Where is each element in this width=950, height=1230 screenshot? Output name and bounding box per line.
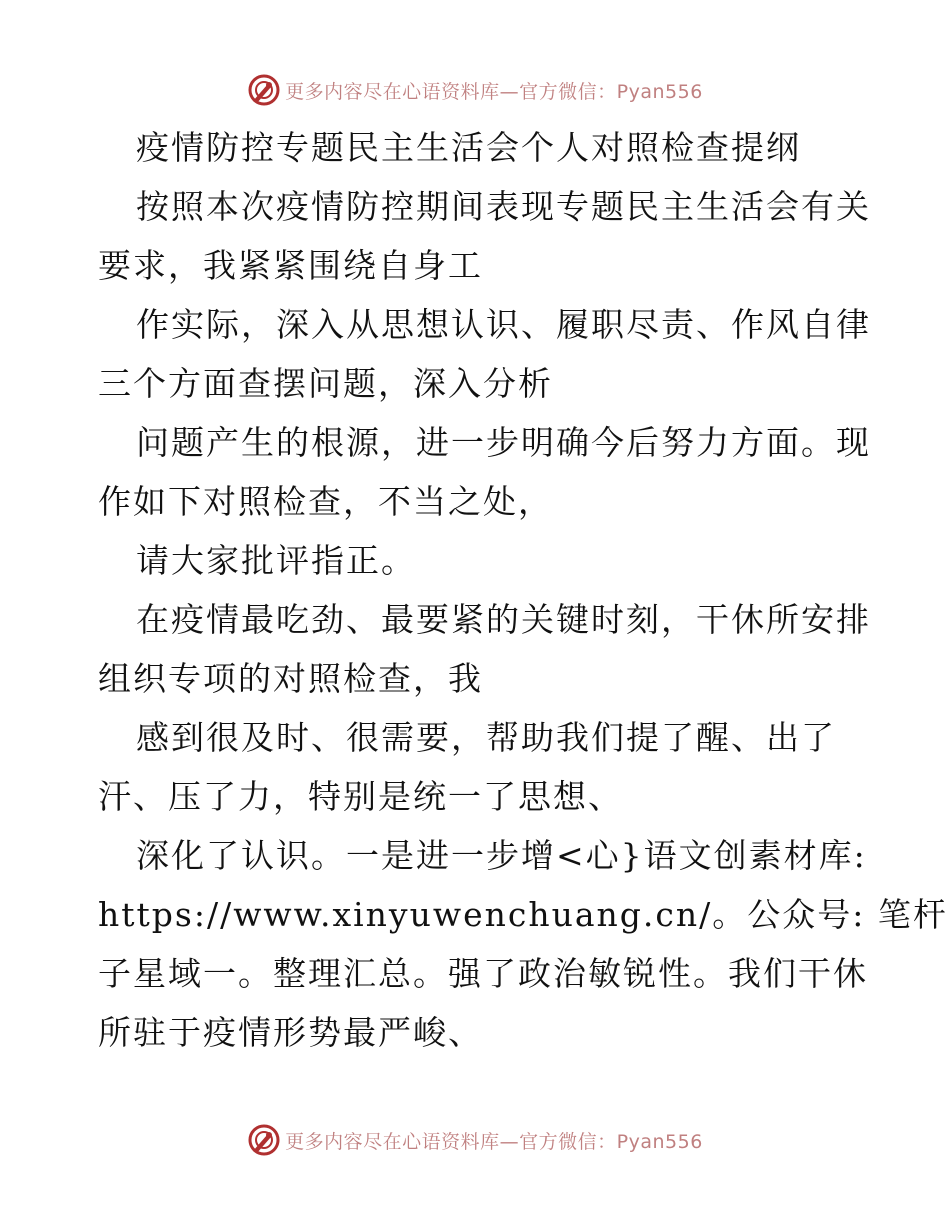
doc-line: https://www.xinyuwenchuang.cn/。公众号: 笔杆 [98,895,948,934]
doc-line: 子星域一。整理汇总。强了政治敏锐性。我们干休 [98,954,868,993]
doc-line: 按照本次疫情防控期间表现专题民主生活会有关 [136,187,871,226]
footer-wechat-id: Pyan556 [616,1130,703,1153]
doc-line: 疫情防控专题民主生活会个人对照检查提纲 [136,128,801,167]
header-banner [0,70,950,110]
footer-banner [0,1120,950,1160]
footer-banner-text [285,1127,703,1154]
doc-line: 作实际，深入从思想认识、履职尽责、作风自律 [136,305,871,344]
doc-line: 问题产生的根源，进一步明确今后努力方面。现 [136,423,871,462]
logo-icon [247,73,281,107]
doc-line: 在疫情最吃劲、最要紧的关键时刻，干休所安排 [136,600,871,639]
doc-line: 要求，我紧紧围绕自身工 [98,246,483,285]
document-body [98,118,948,1062]
doc-line: 组织专项的对照检查，我 [98,659,483,698]
doc-line: 感到很及时、很需要，帮助我们提了醒、出了 [136,718,836,757]
doc-line: 深化了认识。一是进一步增<心}语文创素材库: [136,836,867,875]
doc-line: 三个方面查摆问题，深入分析 [98,364,553,403]
doc-line: 请大家批评指正。 [136,541,416,580]
doc-line: 所驻于疫情形势最严峻、 [98,1013,483,1052]
logo-icon [247,1123,281,1157]
header-banner-text [285,77,703,104]
doc-line: 作如下对照检查，不当之处， [98,482,553,521]
footer-banner-label: 更多内容尽在心语资料库—官方微信： [285,1130,617,1153]
doc-line: 汗、压了力，特别是统一了思想、 [98,777,623,816]
header-wechat-id: Pyan556 [616,80,703,103]
header-banner-label: 更多内容尽在心语资料库—官方微信： [285,80,617,103]
